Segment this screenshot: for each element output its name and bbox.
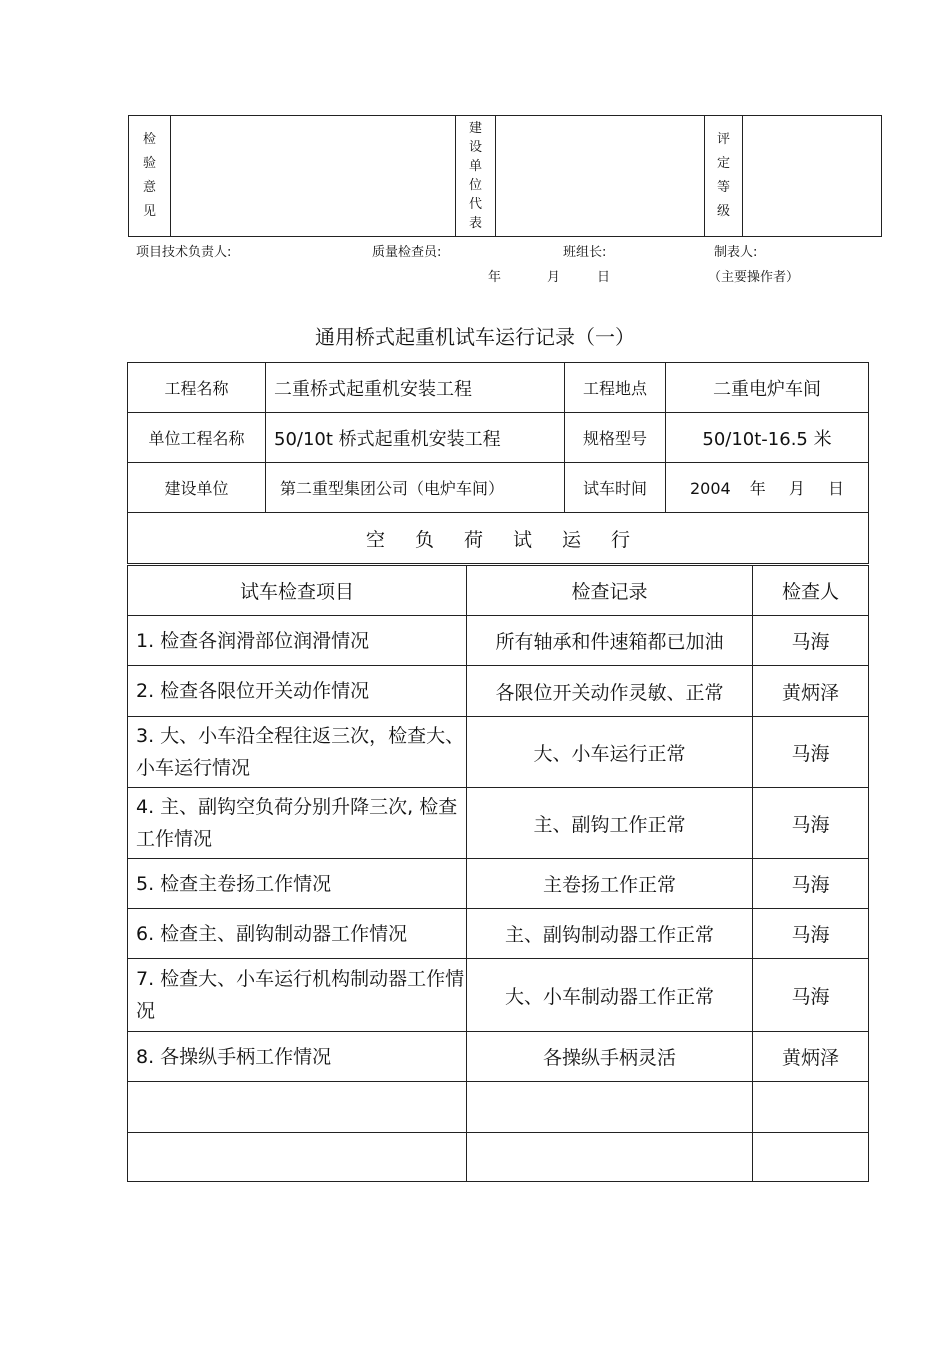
item-cell: 4. 主、副钩空负荷分别升降三次, 检查工作情况	[128, 788, 467, 859]
main-operator-label: （主要操作者）	[708, 270, 800, 285]
spec-value: 50/10t-16.5 米	[666, 413, 869, 463]
inspector-cell: 马海	[753, 788, 869, 859]
grade-label: 评 定 等 级	[705, 116, 743, 237]
test-time-y: 年	[749, 479, 766, 498]
grade-cell[interactable]	[743, 116, 882, 237]
table-row	[128, 959, 869, 1032]
owner-rep-label: 建 设 单 位 代 表	[456, 116, 496, 237]
unit-project-label: 单位工程名称	[128, 413, 266, 463]
item-cell: 5. 检查主卷扬工作情况	[128, 859, 467, 909]
builder-value: 第二重型集团公司（电炉车间）	[266, 463, 565, 513]
preparer-label: 制表人:	[714, 245, 758, 260]
inspection-opinion-label: 检 验 意 见	[129, 116, 171, 237]
table-row	[128, 717, 869, 788]
inspector-cell: 马海	[753, 717, 869, 788]
inspector-cell: 马海	[753, 959, 869, 1032]
record-cell[interactable]	[467, 1082, 753, 1133]
table-row	[128, 666, 869, 717]
sign-year: 年	[488, 270, 502, 285]
inspector-cell: 马海	[753, 616, 869, 666]
quality-inspector-label: 质量检查员:	[372, 245, 442, 260]
table-row	[128, 1032, 869, 1082]
item-cell[interactable]	[128, 1133, 467, 1182]
inspector-cell[interactable]	[753, 1082, 869, 1133]
test-time-label: 试车时间	[565, 463, 666, 513]
sign-day: 日	[597, 270, 611, 285]
item-cell: 1. 检查各润滑部位润滑情况	[128, 616, 467, 666]
column-header-inspector: 检查人	[753, 566, 869, 616]
table-row	[128, 859, 869, 909]
item-cell: 3. 大、小车沿全程往返三次，检查大、小车运行情况	[128, 717, 467, 788]
column-header-item: 试车检查项目	[128, 566, 467, 616]
item-cell: 6. 检查主、副钩制动器工作情况	[128, 909, 467, 959]
project-name-value: 二重桥式起重机安装工程	[266, 363, 565, 413]
owner-rep-cell[interactable]	[496, 116, 705, 237]
table-row	[128, 788, 869, 859]
record-cell: 主卷扬工作正常	[467, 859, 753, 909]
sign-month: 月	[547, 270, 561, 285]
record-cell: 主、副钩制动器工作正常	[467, 909, 753, 959]
test-time-m: 月	[788, 479, 805, 498]
item-cell: 7. 检查大、小车运行机构制动器工作情况	[128, 959, 467, 1032]
inspection-opinion-cell[interactable]	[171, 116, 456, 237]
item-cell[interactable]	[128, 1082, 467, 1133]
record-cell: 主、副钩工作正常	[467, 788, 753, 859]
record-cell: 大、小车制动器工作正常	[467, 959, 753, 1032]
project-site-label: 工程地点	[565, 363, 666, 413]
spec-label: 规格型号	[565, 413, 666, 463]
page-title: 通用桥式起重机试车运行记录（一）	[315, 325, 635, 349]
tech-lead-label: 项目技术负责人:	[136, 245, 232, 260]
unit-project-value: 50/10t 桥式起重机安装工程	[266, 413, 565, 463]
table-row	[128, 1133, 869, 1182]
section-title: 空 负 荷 试 运 行	[128, 513, 869, 564]
project-info-table	[127, 362, 869, 564]
table-row	[128, 616, 869, 666]
inspector-cell[interactable]	[753, 1133, 869, 1182]
column-header-record: 检查记录	[467, 566, 753, 616]
test-time-year: 2004	[689, 479, 731, 498]
inspection-opinion-table	[128, 115, 882, 237]
table-row	[128, 1082, 869, 1133]
item-cell: 2. 检查各限位开关动作情况	[128, 666, 467, 717]
record-cell: 各操纵手柄灵活	[467, 1032, 753, 1082]
project-name-label: 工程名称	[128, 363, 266, 413]
item-cell: 8. 各操纵手柄工作情况	[128, 1032, 467, 1082]
team-leader-label: 班组长:	[563, 245, 607, 260]
test-time-d: 日	[828, 479, 845, 498]
record-cell[interactable]	[467, 1133, 753, 1182]
test-run-table	[127, 565, 869, 1182]
project-site-value: 二重电炉车间	[666, 363, 869, 413]
builder-label: 建设单位	[128, 463, 266, 513]
test-time-value	[666, 463, 869, 513]
inspector-cell: 黄炳泽	[753, 666, 869, 717]
inspector-cell: 马海	[753, 909, 869, 959]
table-row	[128, 909, 869, 959]
record-cell: 各限位开关动作灵敏、正常	[467, 666, 753, 717]
inspector-cell: 马海	[753, 859, 869, 909]
record-cell: 大、小车运行正常	[467, 717, 753, 788]
record-cell: 所有轴承和件速箱都已加油	[467, 616, 753, 666]
inspector-cell: 黄炳泽	[753, 1032, 869, 1082]
